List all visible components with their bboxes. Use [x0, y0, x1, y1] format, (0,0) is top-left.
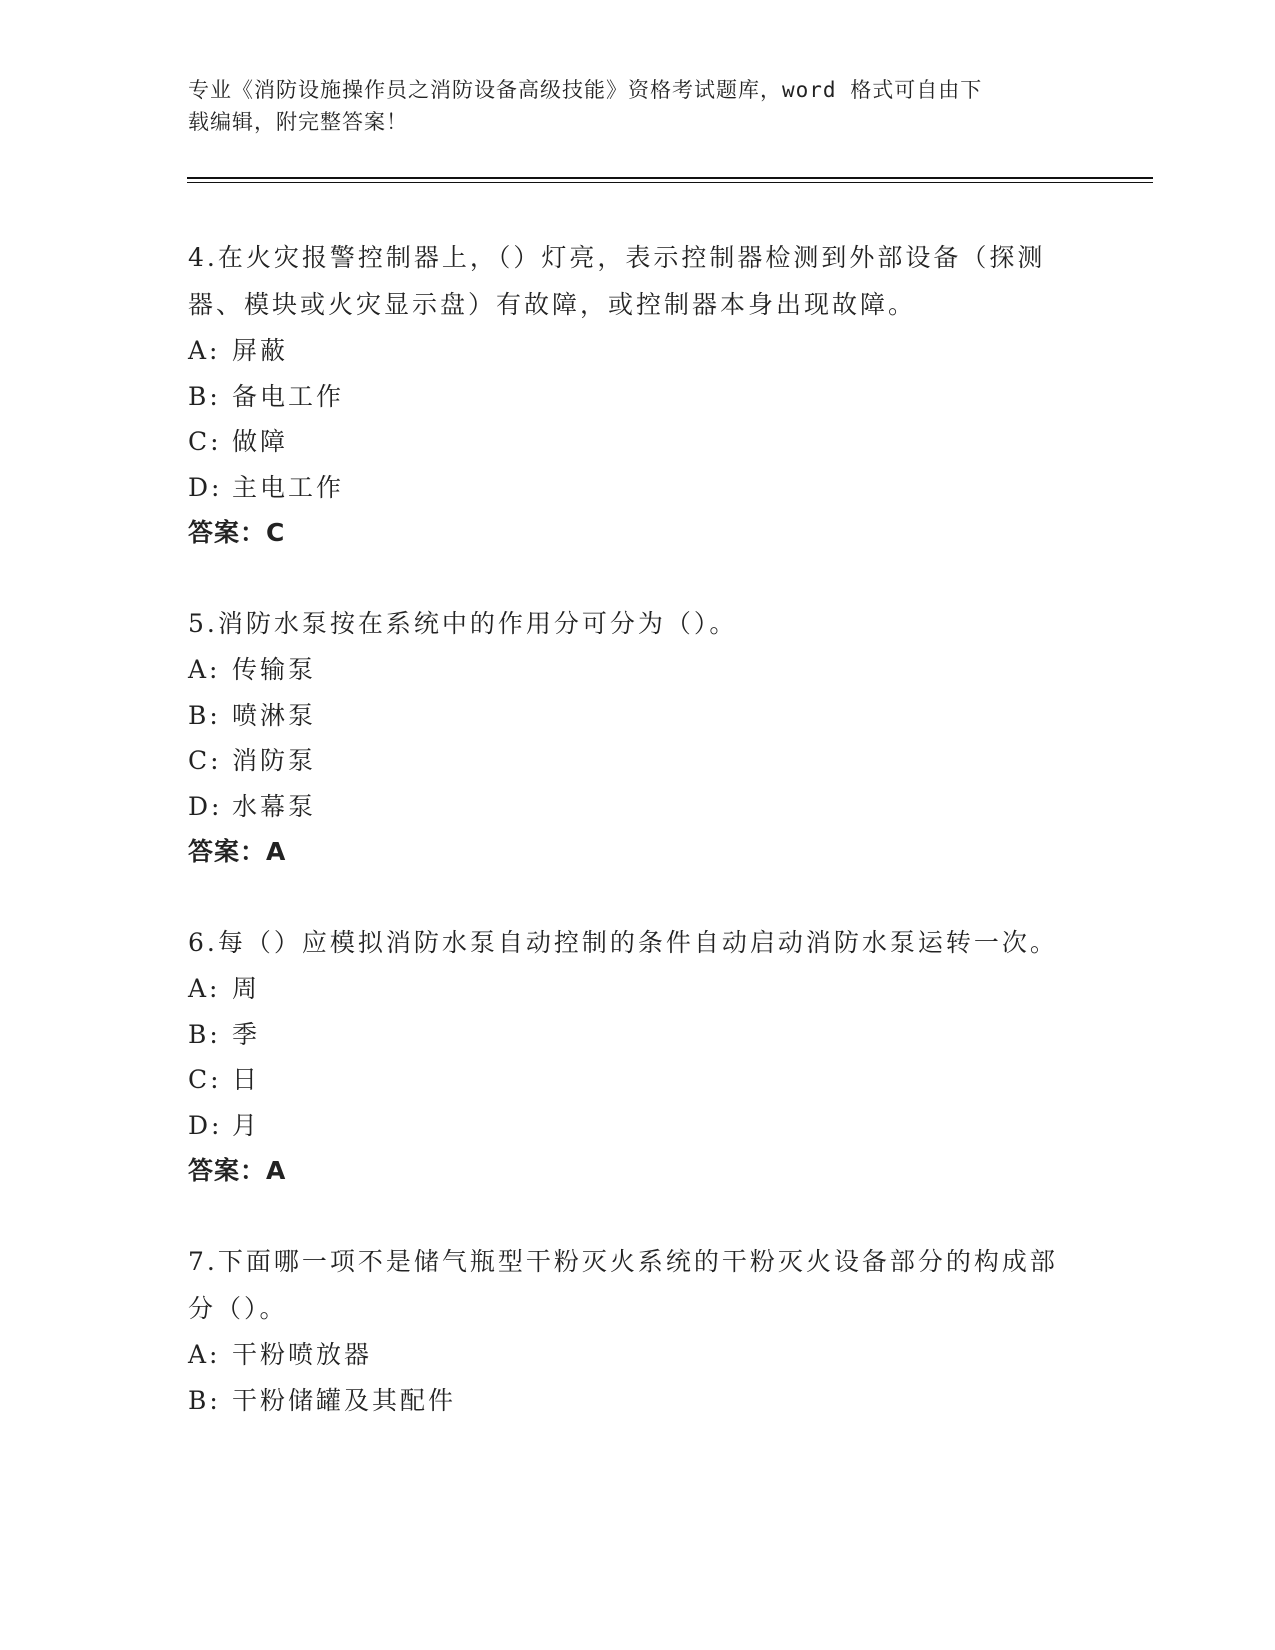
answer: 答案：C: [188, 518, 286, 547]
header-divider-thin: [187, 182, 1153, 183]
option-text: 传输泵: [232, 655, 317, 684]
option-letter: C:: [188, 427, 222, 456]
option-letter: A:: [188, 655, 221, 684]
question-6: [188, 919, 1068, 1194]
option-letter: A:: [188, 336, 221, 365]
option-text: 喷淋泵: [232, 700, 317, 730]
option-letter: A:: [188, 974, 221, 1003]
option-letter: C:: [188, 1065, 222, 1094]
option-b: [188, 1378, 1068, 1424]
question-text: 7.下面哪一项不是储气瓶型干粉灭火系统的干粉灭火设备部分的构成部分（）。: [188, 1247, 1058, 1323]
question-7: [188, 1238, 1068, 1423]
option-text: 水幕泵: [232, 791, 317, 821]
option-b: [188, 374, 1068, 420]
option-d: [188, 465, 1068, 511]
header-line-1: 专业《消防设施操作员之消防设备高级技能》资格考试题库，word 格式可自由下: [188, 78, 983, 102]
option-letter: B:: [188, 1019, 221, 1049]
option-text: 备电工作: [232, 381, 345, 411]
option-text: 主电工作: [232, 472, 345, 502]
header-divider-thick: [187, 177, 1153, 179]
option-b: [188, 693, 1068, 739]
option-text: 干粉储罐及其配件: [232, 1385, 457, 1415]
option-letter: C:: [188, 746, 222, 775]
document-header: [188, 74, 1068, 138]
answer: 答案：A: [188, 1156, 287, 1185]
option-c: [188, 738, 1068, 784]
header-line-2: 载编辑，附完整答案！: [188, 110, 408, 134]
option-text: 干粉喷放器: [232, 1340, 373, 1369]
option-letter: D:: [188, 1110, 223, 1140]
option-text: 季: [232, 1019, 261, 1049]
option-letter: B:: [188, 1385, 221, 1415]
option-text: 消防泵: [232, 746, 317, 775]
option-letter: D:: [188, 791, 223, 821]
option-text: 周: [232, 974, 261, 1003]
question-text: 6.每（）应模拟消防水泵自动控制的条件自动启动消防水泵运转一次。: [188, 928, 1058, 957]
option-letter: D:: [188, 472, 223, 502]
option-text: 月: [232, 1110, 261, 1140]
option-c: [188, 419, 1068, 465]
option-a: [188, 328, 1068, 374]
answer: 答案：A: [188, 837, 287, 866]
option-a: [188, 647, 1068, 693]
option-b: [188, 1012, 1068, 1058]
option-a: [188, 966, 1068, 1012]
option-text: 日: [232, 1065, 261, 1094]
question-text: 5.消防水泵按在系统中的作用分可分为（）。: [188, 609, 738, 638]
option-letter: B:: [188, 700, 221, 730]
option-text: 屏蔽: [232, 336, 289, 365]
option-a: [188, 1332, 1068, 1378]
question-5: [188, 600, 1068, 875]
option-c: [188, 1057, 1068, 1103]
question-text: 4.在火灾报警控制器上，（）灯亮，表示控制器检测到外部设备（探测器、模块或火灾显示盘）有故障，或控制器本身出现故障。: [188, 243, 1046, 319]
option-d: [188, 1103, 1068, 1149]
question-list: [188, 234, 1068, 1467]
option-d: [188, 784, 1068, 830]
option-letter: B:: [188, 381, 221, 411]
option-text: 做障: [232, 427, 289, 456]
question-4: [188, 234, 1068, 556]
option-letter: A:: [188, 1340, 221, 1369]
